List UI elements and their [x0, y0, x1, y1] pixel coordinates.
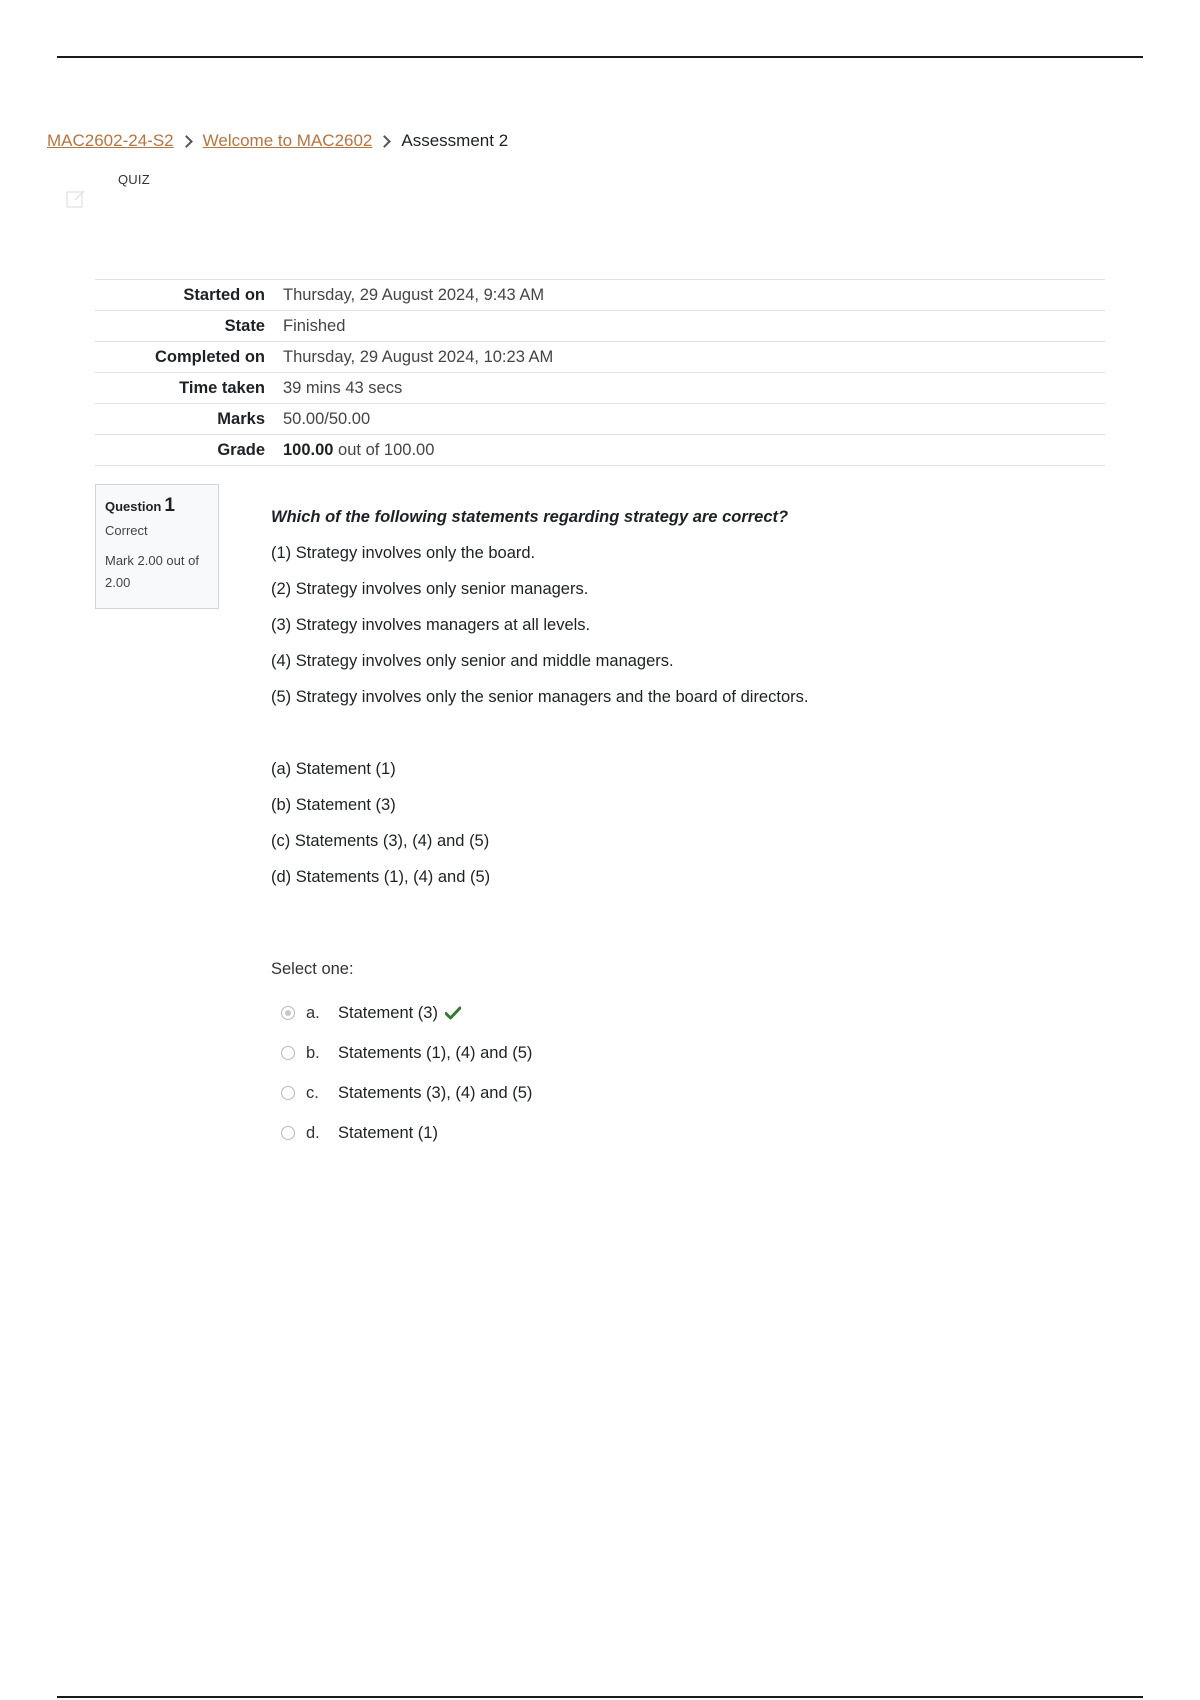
answer-letter: b.	[306, 1043, 320, 1062]
answer-letter: a.	[306, 1003, 320, 1022]
summary-value: Finished	[283, 316, 346, 335]
option-item: (d) Statements (1), (4) and (5)	[271, 868, 491, 886]
breadcrumb	[47, 131, 508, 151]
answer-radio-b[interactable]	[281, 1046, 295, 1060]
top-divider	[57, 56, 1143, 58]
statement-item: (4) Strategy involves only senior and middle managers.	[271, 652, 674, 670]
breadcrumb-section-link[interactable]: Welcome to MAC2602	[202, 131, 373, 150]
option-item: (b) Statement (3)	[271, 796, 396, 814]
answer-radio-d[interactable]	[281, 1126, 295, 1140]
question-info-box	[95, 484, 219, 609]
answer-radio-a[interactable]	[281, 1006, 295, 1020]
answer-text: Statement (3)	[338, 1003, 438, 1022]
select-one-label: Select one:	[271, 960, 354, 978]
summary-value: Thursday, 29 August 2024, 9:43 AM	[283, 285, 545, 304]
summary-label: Marks	[217, 409, 265, 428]
question-mark: Mark 2.00 out of 2.00	[105, 553, 199, 590]
statement-item: (3) Strategy involves managers at all levels.	[271, 616, 591, 634]
answer-text: Statement (1)	[338, 1123, 438, 1142]
summary-label: Completed on	[155, 347, 265, 366]
question-text	[271, 508, 1131, 903]
summary-row	[95, 280, 1105, 311]
question-number	[105, 495, 209, 517]
statement-item: (5) Strategy involves only the senior managers and the board of directors.	[271, 688, 809, 706]
answer-option-b[interactable]	[281, 1033, 532, 1073]
question-label: Question	[105, 499, 162, 514]
breadcrumb-course-link[interactable]: MAC2602-24-S2	[47, 131, 174, 150]
attempt-summary-table	[95, 279, 1105, 466]
chevron-right-icon	[379, 135, 392, 148]
statement-item: (2) Strategy involves only senior managers.	[271, 580, 589, 598]
answer-text: Statements (1), (4) and (5)	[338, 1043, 533, 1062]
option-item: (c) Statements (3), (4) and (5)	[271, 832, 490, 850]
summary-row	[95, 373, 1105, 404]
answer-radio-c[interactable]	[281, 1086, 295, 1100]
summary-value: Thursday, 29 August 2024, 10:23 AM	[283, 347, 554, 366]
bottom-divider	[57, 1696, 1143, 1698]
option-item: (a) Statement (1)	[271, 760, 396, 778]
option-list	[271, 759, 1131, 887]
question-number-value: 1	[164, 495, 175, 516]
question-state: Correct	[105, 523, 148, 538]
summary-label: State	[224, 316, 265, 335]
answer-text: Statements (3), (4) and (5)	[338, 1083, 533, 1102]
answer-option-d[interactable]	[281, 1113, 532, 1153]
summary-label: Started on	[183, 285, 265, 304]
answer-letter: d.	[306, 1123, 320, 1142]
summary-row	[95, 342, 1105, 373]
answer-letter: c.	[306, 1083, 319, 1102]
answer-option-c[interactable]	[281, 1073, 532, 1113]
statement-list	[271, 543, 1131, 707]
grade-value: 100.00	[283, 440, 334, 459]
grade-suffix: out of 100.00	[333, 440, 435, 459]
grade-value-cell	[283, 435, 1105, 466]
grade-label: Grade	[217, 440, 265, 459]
question-prompt: Which of the following statements regarding strategy are correct?	[271, 508, 789, 526]
activity-type-label: QUIZ	[118, 172, 150, 187]
correct-check-icon	[445, 1006, 461, 1020]
statement-item: (1) Strategy involves only the board.	[271, 544, 536, 562]
quiz-edit-icon	[66, 189, 86, 209]
breadcrumb-current: Assessment 2	[401, 131, 509, 150]
summary-row	[95, 404, 1105, 435]
summary-value: 39 mins 43 secs	[283, 378, 403, 397]
answer-list	[281, 993, 532, 1153]
answer-option-a[interactable]	[281, 993, 532, 1033]
summary-row-grade	[95, 435, 1105, 466]
summary-row	[95, 311, 1105, 342]
summary-value: 50.00/50.00	[283, 409, 371, 428]
chevron-right-icon	[180, 135, 193, 148]
summary-label: Time taken	[179, 378, 265, 397]
